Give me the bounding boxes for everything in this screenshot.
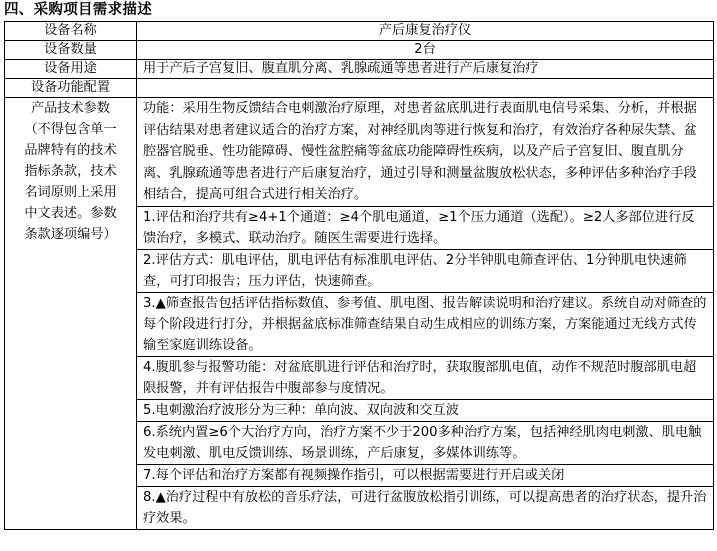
- spec-item-7: 7.每个评估和治疗方案都有视频操作指引，可以根据需要进行开启或关闭: [137, 465, 714, 487]
- device-qty-label: 设备数量: [5, 41, 137, 60]
- device-name-label: 设备名称: [5, 22, 137, 41]
- device-qty-value: 2台: [137, 41, 714, 60]
- device-config-value: [137, 79, 714, 98]
- table-row: [5, 98, 714, 207]
- table-row: [5, 79, 714, 98]
- device-use-label: 设备用途: [5, 60, 137, 79]
- section-heading: 四、采购项目需求描述: [4, 2, 152, 18]
- spec-item-3: 3.▲筛查报告包括评估指标数值、参考值、肌电图、报告解读说明和治疗建议。系统自动对筛查的每个阶段进行打分，并根据盆底标准筛查结果自动生成相应的训练方案，方案能通过无线方式传输至家庭训练设备。: [137, 293, 714, 357]
- table-row: [5, 22, 714, 41]
- table-row: [5, 60, 714, 79]
- spec-item-2: 2.评估方式：肌电评估，肌电评估有标准肌电评估、2分半钟肌电筛查评估、1分钟肌电快速筛查，可打印报告；压力评估，快速筛查。: [137, 250, 714, 293]
- tech-params-label: [5, 98, 137, 530]
- spec-item-4: 4.腹肌参与报警功能：对盆底肌进行评估和治疗时，获取腹部肌电值，动作不规范时腹部肌电超限报警，并有评估报告中腹部参与度情况。: [137, 357, 714, 400]
- tech-label-line: 条款逐项编号）: [24, 227, 117, 242]
- spec-item-5: 5.电刺激治疗波形分为三种：单向波、双向波和交互波: [137, 400, 714, 422]
- device-use-value: 用于产后子宫复旧、腹直肌分离、乳腺疏通等患者进行产后康复治疗: [137, 60, 714, 79]
- tech-label-line: 指标条款，技术: [24, 164, 117, 179]
- device-config-label: 设备功能配置: [5, 79, 137, 98]
- spec-item-6: 6.系统内置≥6个大治疗方向，治疗方案不少于200多种治疗方案，包括神经肌肉电刺激、肌电触发电刺激、肌电反馈训练、场景训练，产后康复，多媒体训练等。: [137, 422, 714, 465]
- spec-item-1: 1.评估和治疗共有≥4+1个通道：≥4个肌电通道，≥1个压力通道（选配）。≥2人多部位进行反馈治疗，多模式、联动治疗。随医生需要进行选择。: [137, 207, 714, 250]
- tech-label-line: 中文表述。参数: [24, 206, 117, 221]
- table-row: [5, 41, 714, 60]
- function-description: 功能：采用生物反馈结合电刺激治疗原理，对患者盆底肌进行表面肌电信号采集、分析，并根据评估结果对患者建议适合的治疗方案，对神经肌肉等进行恢复和治疗，有效治疗各种尿失禁、盆腔器官脱垂、性功能障碍、慢性盆腔痛等盆底功能障碍性疾病，以及产后子宫复旧、腹直肌分离、乳腺疏通等患者进行产后康复治疗，通过引导和测量盆腹放松状态，多种评估多种治疗手段相结合，提高可组合式进行相关治疗。: [137, 98, 714, 207]
- tech-label-line: （不得包含单一: [24, 122, 117, 137]
- tech-label-line: 名词原则上采用: [24, 185, 117, 200]
- spec-item-8: 8.▲治疗过程中有放松的音乐疗法，可进行盆腹放松指引训练，可以提高患者的治疗状态，提升治疗效果。: [137, 487, 714, 530]
- requirements-table: [4, 21, 714, 530]
- device-name-value: 产后康复治疗仪: [137, 22, 714, 41]
- tech-label-line: 品牌特有的技术: [24, 143, 117, 158]
- tech-label-line: 产品技术参数: [30, 101, 111, 116]
